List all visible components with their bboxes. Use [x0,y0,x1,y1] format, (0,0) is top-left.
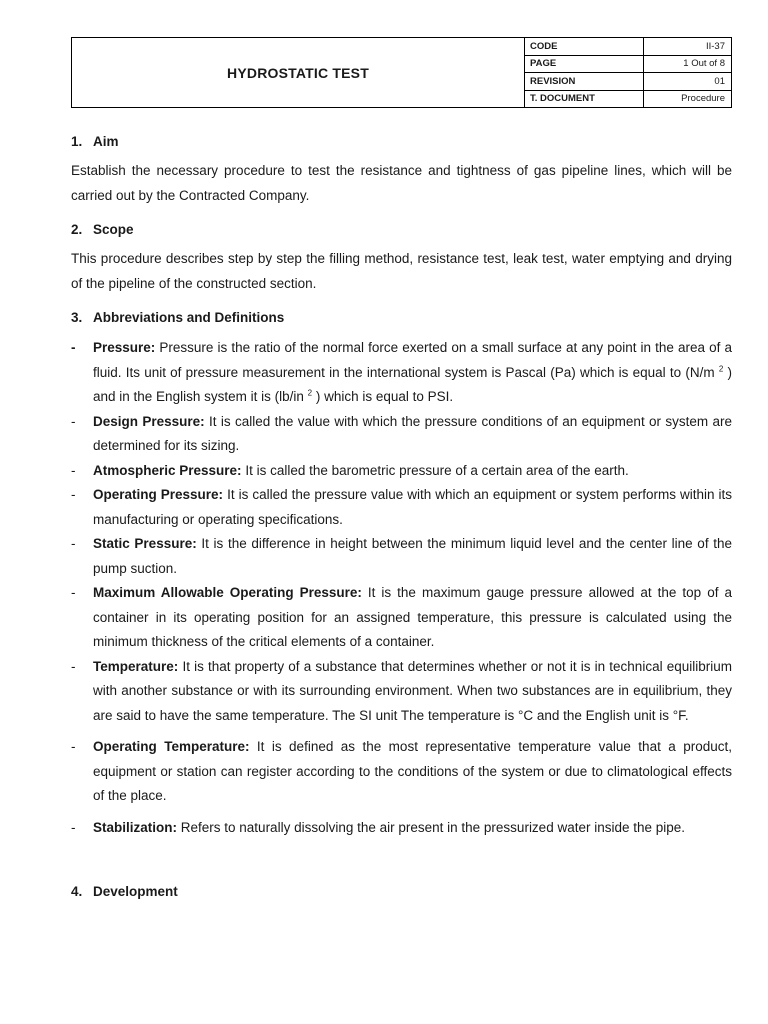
document-meta-table [525,38,731,107]
bullet-dash: - [71,413,76,429]
definition-atmospheric-pressure [71,459,732,484]
bullet-dash: - [71,536,76,551]
definition-stabilization [71,816,732,841]
section-number: 1. [71,134,83,149]
definition-term: Temperature: [93,658,179,674]
definition-term: Operating Pressure: [93,487,224,502]
meta-row-document-type [525,91,731,108]
definition-term: Stabilization: [93,819,177,835]
definition-text: Refers to naturally dissolving the air present in the pressurized water inside the pipe. [180,819,686,835]
section-title: Aim [93,134,119,149]
definition-text: It is the difference in height between the minimum liquid level and the center line of the pump suction. [93,536,732,576]
superscript: 2 [307,388,313,398]
definition-term: Operating Temperature: [93,739,250,754]
aim-paragraph: Establish the necessary procedure to test the resistance and tightness of gas pipeline lines, which will be carried out by the Contracted Company. [71,163,732,203]
definition-term: Pressure: [93,340,156,355]
section-number: 3. [71,310,83,325]
meta-row-code [525,38,731,56]
section-title: Scope [93,222,134,237]
document-body [71,128,732,906]
bullet-dash: - [71,658,76,674]
definition-text: Pressure is the ratio of the normal force exerted on a small surface at any point in the area of a fluid. Its unit of pressure measurement in the international system is Pascal (Pa) which is equal to (N/m [93,340,732,380]
bullet-dash: - [71,585,76,600]
definition-term: Atmospheric Pressure: [93,462,242,478]
section-title: Abbreviations and Definitions [93,310,285,325]
definition-operating-temperature [71,735,732,809]
definition-text: It is called the pressure value with which an equipment or system performs within its manufacturing or operating specifications. [93,487,732,527]
definition-text: ) and in the English system it is (lb/in [93,364,732,404]
superscript: 2 [718,364,724,373]
meta-row-page [525,56,731,74]
bullet-dash: - [71,739,76,754]
document-title: HYDROSTATIC TEST [72,38,525,107]
meta-value: Procedure [681,93,725,105]
section-heading-abbreviations [71,304,732,332]
section-number: 2. [71,222,83,237]
meta-label: REVISION [525,73,644,90]
section-heading-scope [71,216,732,244]
meta-value: 01 [714,75,725,87]
section-title: Development [93,884,178,899]
definition-static-pressure [71,532,732,581]
definition-term: Design Pressure: [93,413,205,429]
definitions-list [71,336,732,840]
meta-label: PAGE [525,56,644,73]
definition-text: It is the maximum gauge pressure allowed at the top of a container in its operating position for an assigned temperature, this pressure is calculated using the minimum thickness of the critical elements of a container. [93,585,732,649]
definition-temperature [71,655,732,729]
meta-row-revision [525,73,731,91]
definition-text: It is called the barometric pressure of a certain area of the earth. [245,462,629,478]
section-number: 4. [71,884,83,899]
definition-term: Static Pressure: [93,536,197,551]
bullet-dash: - [71,819,76,835]
document-header [71,37,732,108]
definition-text: It is called the value with which the pressure conditions of an equipment or system are determined for its sizing. [93,413,733,453]
definition-text: ) which is equal to PSI. [315,389,454,404]
section-heading-development [71,878,732,906]
meta-label: T. DOCUMENT [525,91,644,108]
definition-text: It is that property of a substance that determines whether or not it is in technical equilibrium with another substance or with its surrounding environment. When two substances are in equilibrium, they are said to have the same temperature. The SI unit The temperature is °C and the English unit is °F. [93,658,732,723]
meta-value: 1 Out of 8 [683,58,725,70]
section-heading-aim [71,128,732,156]
definition-maop [71,581,732,655]
meta-label: CODE [525,38,644,55]
definition-term: Maximum Allowable Operating Pressure: [93,585,362,600]
bullet-dash: - [71,340,76,355]
definition-design-pressure [71,410,732,459]
bullet-dash: - [71,462,76,478]
meta-value: II-37 [705,40,725,52]
definition-pressure [71,336,732,410]
bullet-dash: - [71,487,76,502]
definition-operating-pressure [71,483,732,532]
scope-paragraph: This procedure describes step by step the filling method, resistance test, leak test, water emptying and drying of the pipeline of the constructed section. [71,251,732,291]
definition-text: It is defined as the most representative temperature value that a product, equipment or station can register according to the conditions of the system or due to climatological effects of the place. [93,739,732,803]
